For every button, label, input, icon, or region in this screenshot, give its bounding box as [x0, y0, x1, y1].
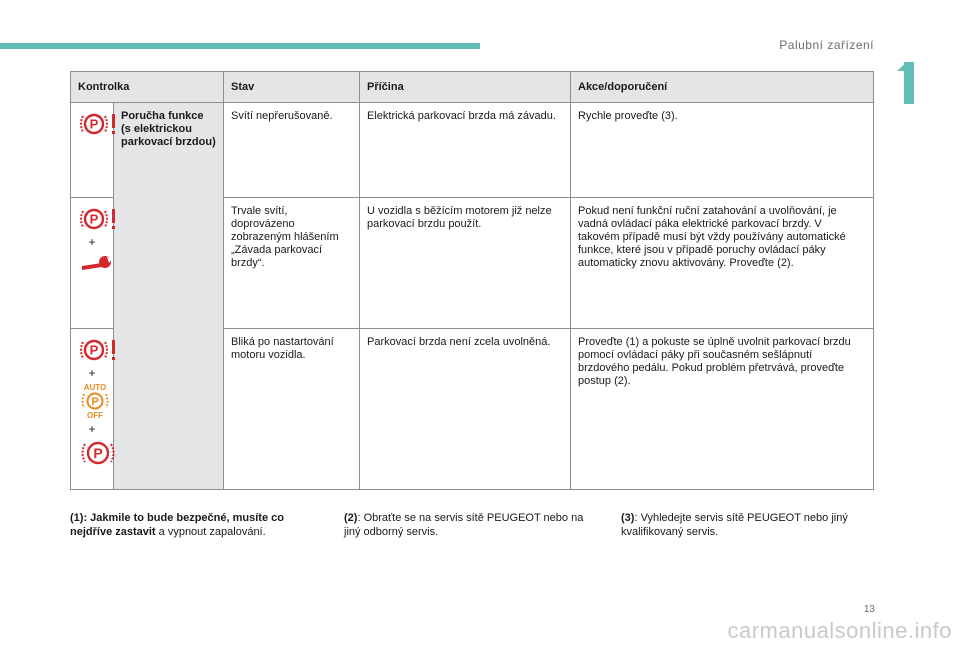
- chapter-number-marker: [897, 62, 917, 104]
- footnote-3-text: : Vyhledejte servis sítě PEUGEOT nebo jiný kvalifikovaný servis.: [621, 512, 848, 538]
- wrench-service-icon: [78, 251, 114, 273]
- footnote-3-mark: (3): [621, 512, 635, 524]
- svg-text:P: P: [89, 342, 99, 358]
- plus-sign: +: [88, 366, 96, 380]
- auto-off-parking-icon: [78, 382, 112, 420]
- section-title: Palubní zařízení: [779, 38, 874, 52]
- footnote-2: [344, 511, 594, 539]
- column-header-akce: Akce/doporučení: [571, 72, 874, 103]
- footnote-3: [621, 511, 880, 539]
- row1-icons: [71, 103, 114, 198]
- footnote-1-mark: (1): [70, 512, 84, 524]
- row1-pricina: Elektrická parkovací brzda má závadu.: [360, 103, 571, 198]
- row3-akce: Proveďte (1) a pokuste se úplně uvolnit parkovací brzdu pomocí ovládací páky při současném sešlápnutí brzdového pedálu. Pokud problém přetrvává, proveďte postup (2).: [571, 329, 874, 490]
- footnote-2-text: : Obraťte se na servis sítě PEUGEOT nebo na jiný odborný servis.: [344, 512, 584, 538]
- table-header-row: [71, 72, 874, 103]
- svg-text:P: P: [89, 211, 99, 227]
- row2-icons: [71, 198, 114, 329]
- row3-pricina: Parkovací brzda není zcela uvolněná.: [360, 329, 571, 490]
- parking-brake-icon: [78, 438, 118, 468]
- auto-label: AUTO: [83, 383, 107, 392]
- footnote-2-mark: (2): [344, 512, 358, 524]
- row3-icons: [71, 329, 114, 490]
- svg-text:P: P: [93, 445, 103, 461]
- row3-stav: Bliká po nastartování motoru vozidla.: [224, 329, 360, 490]
- footnote-1: [70, 511, 310, 539]
- watermark: carmanualsonline.info: [727, 618, 952, 643]
- svg-text:P: P: [89, 116, 99, 132]
- row2-akce: Pokud není funkční ruční zatahování a uvolňování, je vadná ovládací páka elektrické parkovací brzdy. V takovém případě musí být vždy používány automatické funkce, které jsou v případě poruchy ovládací páky automaticky znovu aktivovány. Proveďte (2).: [571, 198, 874, 329]
- svg-text:P: P: [91, 396, 99, 408]
- row1-akce: Rychle proveďte (3).: [571, 103, 874, 198]
- state-label-cell: Poručha funkce (s elektrickou parkovací brzdou): [114, 103, 224, 490]
- column-header-kontrolka: Kontrolka: [71, 72, 224, 103]
- page-number: 13: [863, 604, 875, 615]
- header-accent-bar: [0, 43, 480, 49]
- row1-stav: Svítí nepřerušovaně.: [224, 103, 360, 198]
- parking-brake-fault-icon: [78, 205, 118, 233]
- row2-pricina: U vozidla s běžícím motorem již nelze parkovací brzdu použít.: [360, 198, 571, 329]
- parking-brake-fault-icon: [78, 336, 118, 364]
- plus-sign: +: [88, 235, 96, 249]
- table-row: [71, 103, 874, 198]
- parking-brake-fault-icon: [78, 110, 118, 138]
- row2-stav: Trvale svítí, doprovázeno zobrazeným hlášením „Závada parkovací brzdy“.: [224, 198, 360, 329]
- footnote-1-rest: a vypnout zapalování.: [155, 526, 266, 538]
- off-label: OFF: [87, 411, 103, 420]
- column-header-stav: Stav: [224, 72, 360, 103]
- footnote-1-bold: : Jakmile to bude bezpečné, musíte co nejdříve zastavit: [70, 512, 284, 538]
- column-header-pricina: Příčina: [360, 72, 571, 103]
- warning-light-table: [70, 71, 874, 490]
- plus-sign: +: [88, 422, 96, 436]
